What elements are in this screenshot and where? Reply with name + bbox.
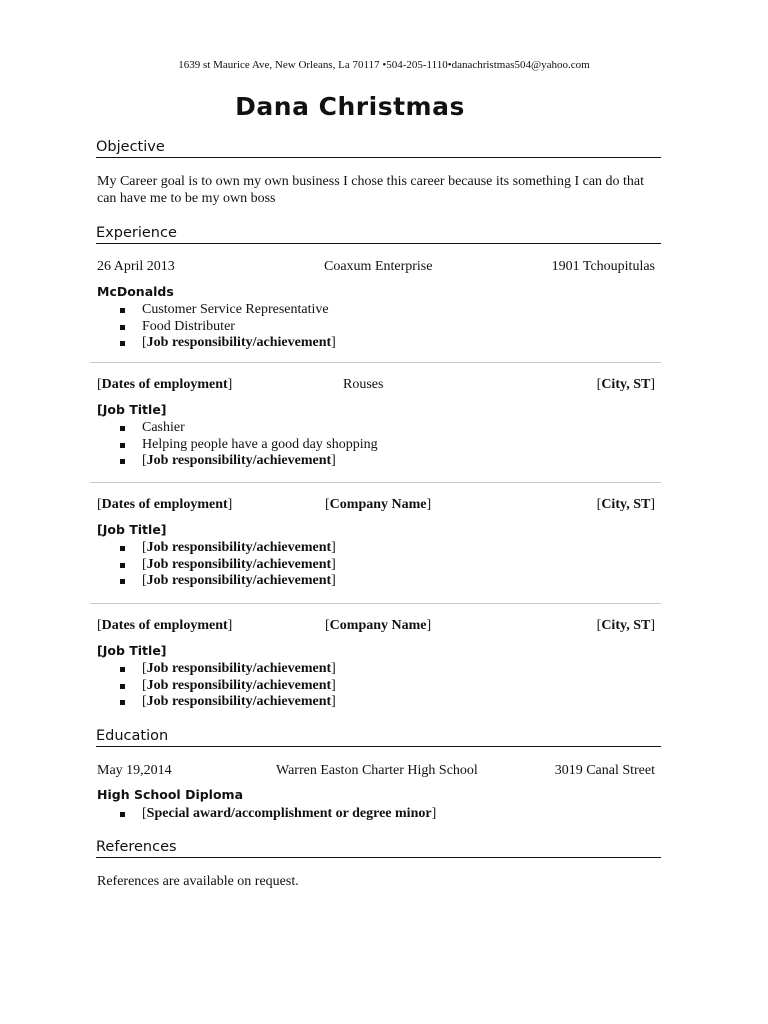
job-2-bullets [0, 420, 378, 470]
education-heading: Education [96, 727, 661, 747]
education-bullets [0, 806, 436, 823]
objective-heading: Objective [96, 138, 661, 158]
list-item: Food Distributer [0, 319, 336, 336]
job-3-bullets [0, 540, 336, 590]
references-text: References are available on request. [97, 874, 299, 889]
list-item: [Job responsibility/achievement] [0, 453, 378, 470]
job-1-header [97, 258, 655, 276]
job-1-bullets [0, 302, 336, 352]
job-2-company: Rouses [343, 377, 384, 392]
job-2-dates: [Dates of employment] [97, 377, 233, 392]
job-4-bullets [0, 661, 336, 711]
job-2-location: [City, ST] [596, 377, 655, 392]
job-1-location: 1901 Tchoupitulas [551, 259, 655, 274]
job-3-title: [Job Title] [97, 522, 167, 537]
list-item: [Special award/accomplishment or degree minor] [0, 806, 436, 823]
objective-text [97, 174, 657, 207]
job-4-company: [Company Name] [325, 618, 432, 633]
list-item: Customer Service Representative [0, 302, 336, 319]
education-header [97, 762, 655, 780]
job-3-header [97, 496, 655, 514]
contact-line: 1639 st Maurice Ave, New Orleans, La 70117 •504-205-1110•danachristmas504@yahoo.com [178, 59, 590, 71]
job-2-header [97, 376, 655, 394]
job-2-title: [Job Title] [97, 402, 167, 417]
job-divider [90, 482, 661, 483]
job-4-title: [Job Title] [97, 643, 167, 658]
objective-line-2: can have me to be my own boss [97, 190, 276, 206]
job-3-dates: [Dates of employment] [97, 497, 233, 512]
job-3-location: [City, ST] [596, 497, 655, 512]
experience-heading: Experience [96, 224, 661, 244]
list-item: [Job responsibility/achievement] [0, 694, 336, 711]
references-heading: References [96, 838, 661, 858]
list-item: Cashier [0, 420, 378, 437]
education-location: 3019 Canal Street [554, 763, 655, 778]
education-degree: High School Diploma [97, 787, 244, 802]
job-4-dates: [Dates of employment] [97, 618, 233, 633]
list-item: [Job responsibility/achievement] [0, 573, 336, 590]
job-divider [90, 603, 661, 604]
applicant-name: Dana Christmas [235, 92, 465, 121]
education-school: Warren Easton Charter High School [276, 763, 478, 778]
list-item: [Job responsibility/achievement] [0, 335, 336, 352]
education-date: May 19,2014 [97, 763, 172, 778]
job-1-company: Coaxum Enterprise [324, 259, 433, 274]
job-1-dates: 26 April 2013 [97, 259, 175, 274]
job-4-location: [City, ST] [596, 618, 655, 633]
job-3-company: [Company Name] [325, 497, 432, 512]
list-item: Helping people have a good day shopping [0, 437, 378, 454]
job-1-title: McDonalds [97, 284, 174, 299]
list-item: [Job responsibility/achievement] [0, 557, 336, 574]
job-4-header [97, 617, 655, 635]
list-item: [Job responsibility/achievement] [0, 678, 336, 695]
list-item: [Job responsibility/achievement] [0, 661, 336, 678]
job-divider [90, 362, 661, 363]
objective-line-1: My Career goal is to own my own business I chose this career because its something I can do that [97, 174, 645, 189]
list-item: [Job responsibility/achievement] [0, 540, 336, 557]
